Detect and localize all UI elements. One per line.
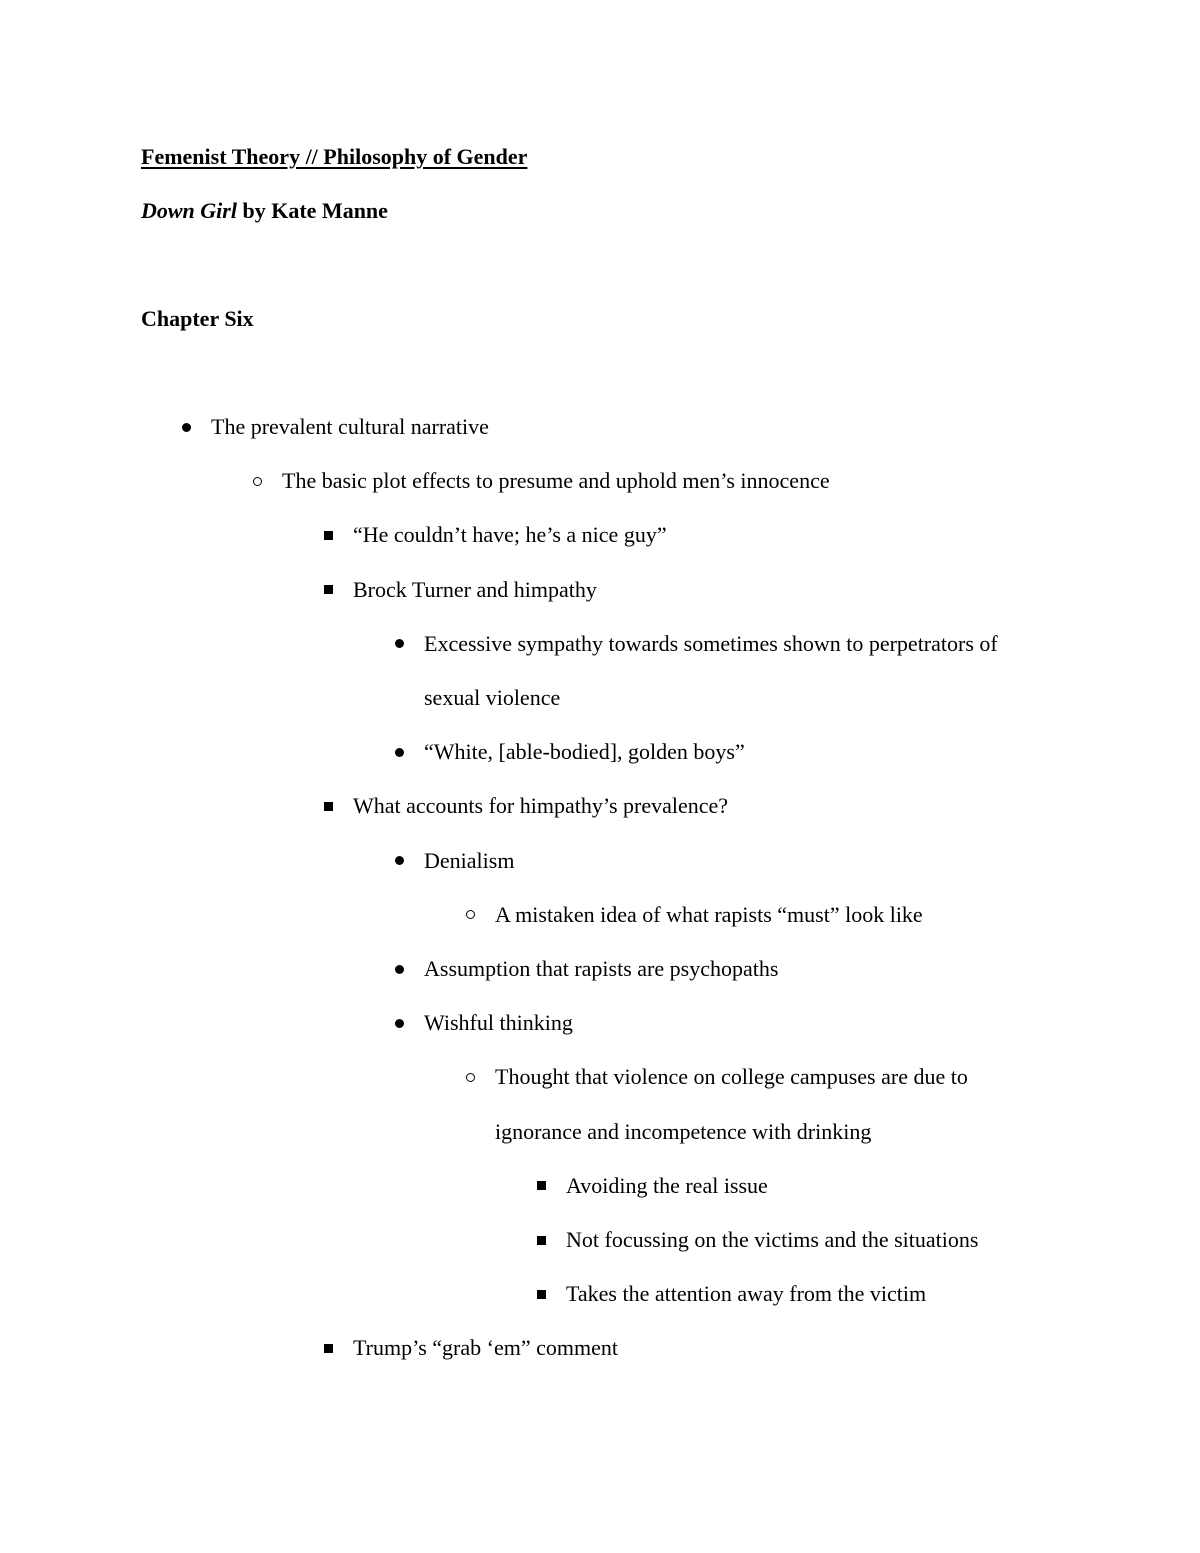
- document-title: Femenist Theory // Philosophy of Gender: [141, 144, 528, 169]
- book-title: Down Girl: [141, 198, 237, 223]
- chapter-heading: Chapter Six: [141, 306, 254, 331]
- outline-item: Thought that violence on college campuses are due to: [495, 1064, 968, 1090]
- circle-bullet-icon: [460, 902, 480, 928]
- square-bullet-icon: [531, 1227, 551, 1253]
- outline-item: sexual violence: [424, 685, 561, 710]
- book-author: by Kate Manne: [236, 198, 388, 223]
- outline-item: Wishful thinking: [424, 1010, 573, 1036]
- disc-bullet-icon: [389, 1010, 409, 1036]
- disc-bullet-icon: [389, 631, 409, 657]
- outline-item: Excessive sympathy towards sometimes shown to perpetrators of: [424, 630, 998, 656]
- outline-item: “White, [able-bodied], golden boys”: [424, 739, 745, 765]
- square-bullet-icon: [531, 1173, 551, 1199]
- book-citation: [141, 198, 388, 224]
- outline-item: ignorance and incompetence with drinking: [495, 1118, 872, 1144]
- outline-item: The prevalent cultural narrative: [211, 414, 489, 439]
- outline-item: The basic plot effects to presume and uphold men’s innocence: [282, 468, 830, 494]
- outline-item: Avoiding the real issue: [566, 1172, 768, 1198]
- square-bullet-icon: [318, 1335, 338, 1361]
- outline-item: What accounts for himpathy’s prevalence?: [353, 793, 729, 819]
- outline-item: Trump’s “grab ‘em” comment: [353, 1335, 618, 1361]
- disc-bullet-icon: [176, 414, 196, 440]
- square-bullet-icon: [531, 1281, 551, 1307]
- outline-item: Not focussing on the victims and the situations: [566, 1227, 979, 1252]
- outline-item: Brock Turner and himpathy: [353, 576, 597, 602]
- disc-bullet-icon: [389, 739, 409, 765]
- outline-item: A mistaken idea of what rapists “must” look like: [495, 901, 923, 927]
- circle-bullet-icon: [247, 468, 267, 494]
- square-bullet-icon: [318, 793, 338, 819]
- disc-bullet-icon: [389, 956, 409, 982]
- outline-item: Denialism: [424, 847, 515, 873]
- outline-item: Assumption that rapists are psychopaths: [424, 956, 779, 981]
- square-bullet-icon: [318, 522, 338, 548]
- circle-bullet-icon: [460, 1064, 480, 1090]
- outline-item: Takes the attention away from the victim: [566, 1281, 927, 1307]
- outline-item: “He couldn’t have; he’s a nice guy”: [353, 522, 667, 548]
- square-bullet-icon: [318, 577, 338, 603]
- disc-bullet-icon: [389, 848, 409, 874]
